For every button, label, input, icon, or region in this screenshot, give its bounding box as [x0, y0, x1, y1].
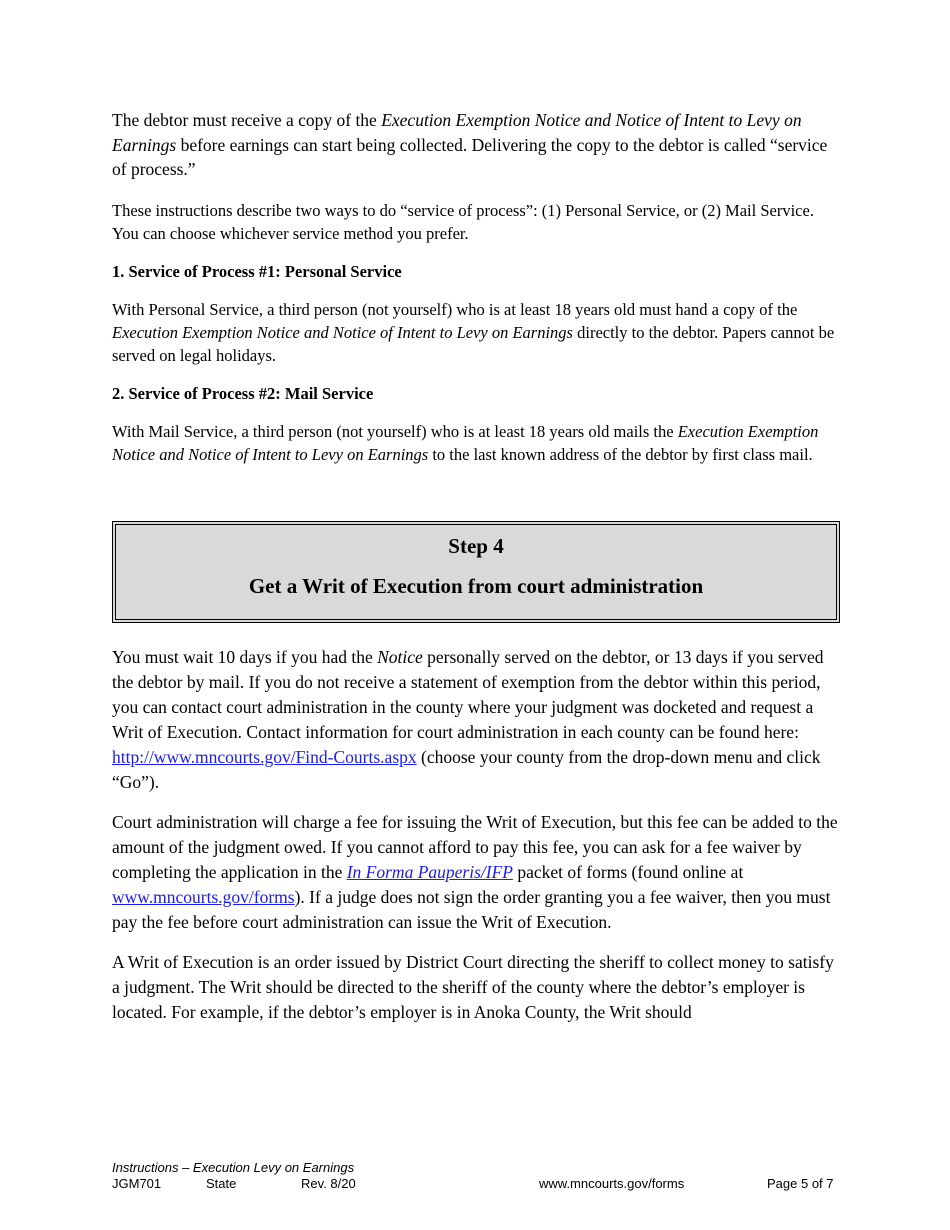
- footer-page-number: Page 5 of 7: [767, 1176, 834, 1191]
- document-body: [112, 108, 840, 1040]
- mncourts-forms-link[interactable]: www.mncourts.gov/forms: [112, 886, 295, 907]
- heading-personal-service: 1. Service of Process #1: Personal Service: [112, 261, 402, 281]
- footer-state: State: [206, 1176, 237, 1191]
- step-4-banner: [112, 521, 840, 623]
- footer-url: www.mncourts.gov/forms: [539, 1176, 685, 1191]
- paragraph-service-intro: The debtor must receive a copy of the Execution Exemption Notice and Notice of Intent to Levy on Earnings before earnings can start being collected. Delivering the copy to the debtor is called “service of process.”: [112, 110, 828, 179]
- footer-meta: [112, 1176, 840, 1194]
- heading-mail-service: 2. Service of Process #2: Mail Service: [112, 383, 374, 403]
- step-subtitle: Get a Writ of Execution from court administration: [248, 573, 704, 598]
- step-title: Step 4: [448, 533, 504, 558]
- page-footer: [112, 1160, 840, 1194]
- paragraph-writ-definition: A Writ of Execution is an order issued by District Court directing the sheriff to collect money to satisfy a judgment. The Writ should be directed to the sheriff of the county where the debtor’s employer is located. For example, if the debtor’s employer is in Anoka County, the Writ should: [112, 951, 834, 1022]
- find-courts-link[interactable]: http://www.mncourts.gov/Find-Courts.aspx: [112, 746, 417, 767]
- paragraph-fee: Court administration will charge a fee for issuing the Writ of Execution, but this fee can be added to the amount of the judgment owed. If you cannot afford to pay this fee, you can ask for a fee waiver by completing the application in the In Forma Pauperis/IFP packet of forms (found online at www.mncourts.gov/forms). If a judge does not sign the order granting you a fee waiver, then you must pay the fee before court administration can issue the Writ of Execution.: [112, 811, 838, 932]
- footer-form-id: JGM701: [112, 1176, 162, 1191]
- paragraph-two-ways: These instructions describe two ways to do “service of process”: (1) Personal Service, or (2) Mail Service. You can choose whichever service method you prefer.: [112, 200, 814, 243]
- paragraph-personal-service: With Personal Service, a third person (not yourself) who is at least 18 years old must hand a copy of the Execution Exemption Notice and Notice of Intent to Levy on Earnings directly to the debtor. Papers cannot be served on legal holidays.: [112, 299, 835, 365]
- paragraph-wait-period: You must wait 10 days if you had the Notice personally served on the debtor, or 13 days if you served the debtor by mail. If you do not receive a statement of exemption from the debtor within this period, you can contact court administration in the county where your judgment was docketed and request a Writ of Execution. Contact information for court administration in each county can be found here: http://www.mncourts.gov/Find-Courts.aspx (choose your county from the drop-down menu and click “Go”).: [112, 646, 824, 792]
- ifp-link[interactable]: In Forma Pauperis/IFP: [346, 861, 513, 882]
- footer-title: Instructions – Execution Levy on Earnings: [112, 1160, 355, 1175]
- paragraph-mail-service: With Mail Service, a third person (not yourself) who is at least 18 years old mails the Execution Exemption Notice and Notice of Intent to Levy on Earnings to the last known address of the debtor by first class mail.: [112, 421, 819, 464]
- footer-revision: Rev. 8/20: [301, 1176, 356, 1191]
